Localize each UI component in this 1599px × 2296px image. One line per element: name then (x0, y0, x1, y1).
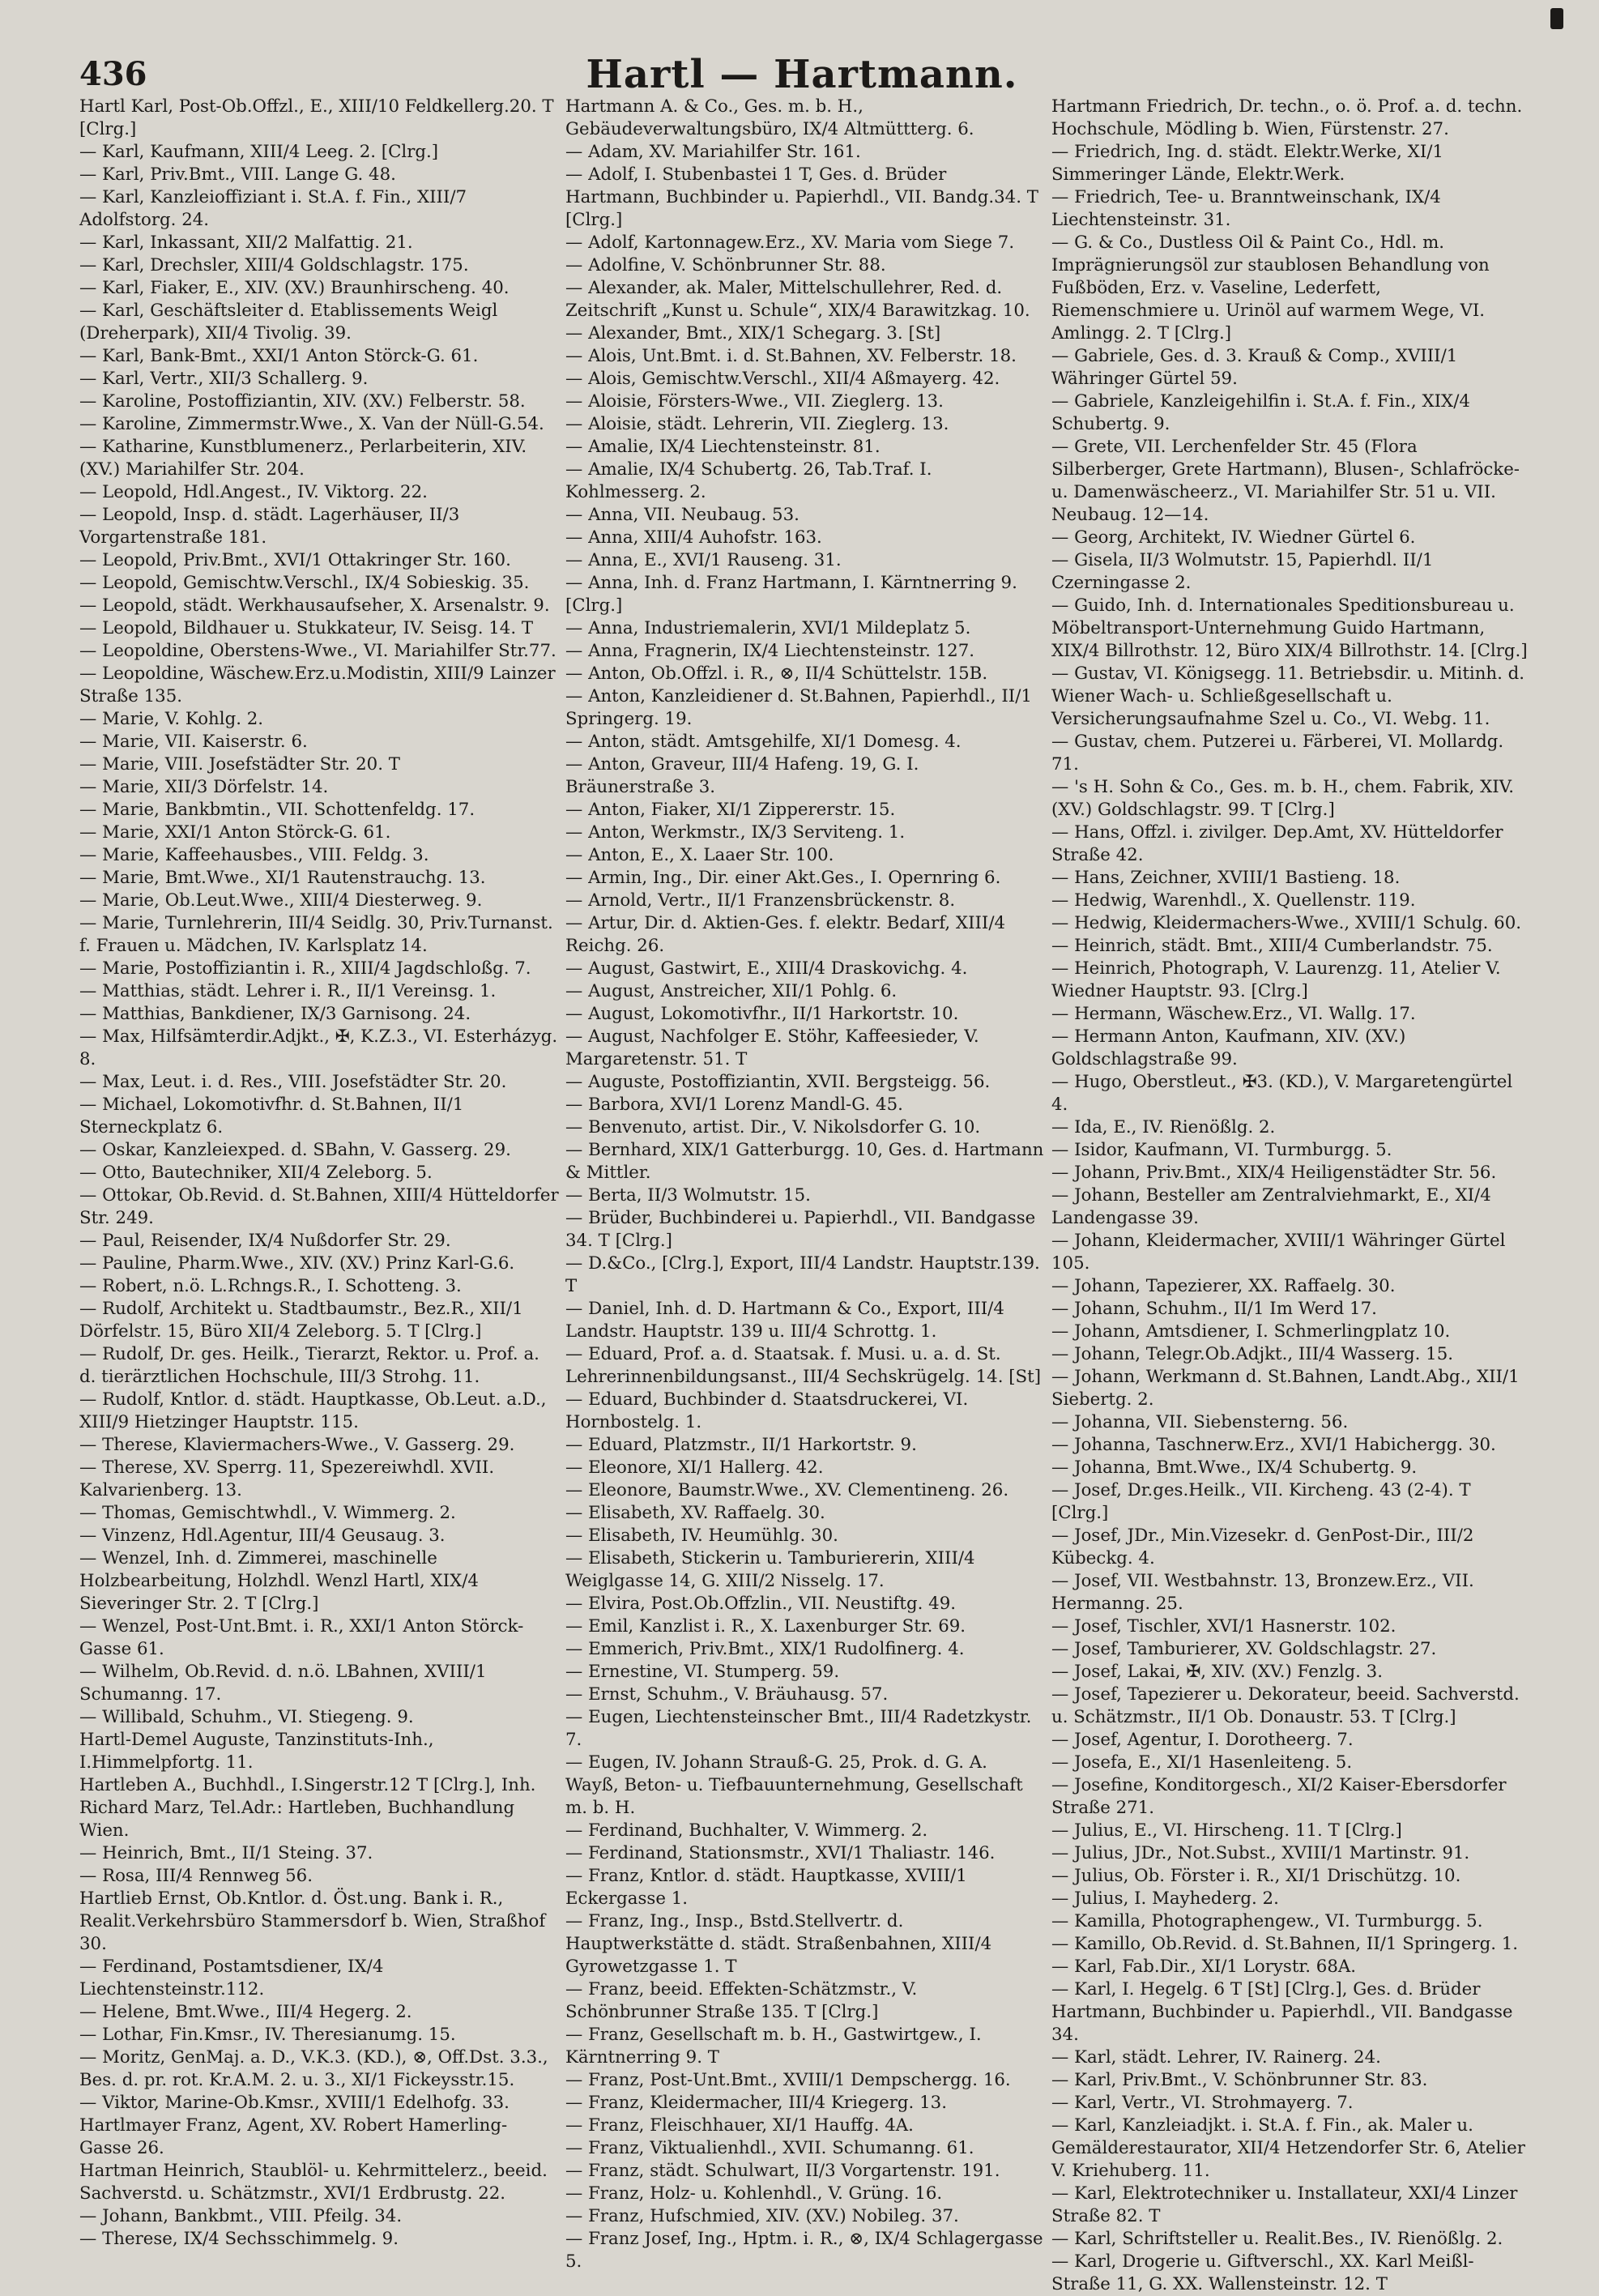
directory-entry: Hartlmayer Franz, Agent, XV. Robert Hamerling-Gasse 26. (79, 2115, 508, 2158)
directory-entry: — Anna, VII. Neubaug. 53. (565, 505, 800, 525)
directory-entry: — D.&Co., [Clrg.], Export, III/4 Landstr. Hauptstr.139. T (565, 1253, 1040, 1296)
directory-entry: — Georg, Architekt, IV. Wiedner Gürtel 6. (1051, 527, 1416, 548)
page-header (73, 49, 1531, 97)
directory-entry: — Elisabeth, XV. Raffaelg. 30. (565, 1503, 825, 1523)
directory-entry: — Johanna, VII. Siebensterng. 56. (1051, 1412, 1349, 1432)
directory-entry: — G. & Co., Dustless Oil & Paint Co., Hdl. m. Imprägnierungsöl zur staublosen Behandlung von Fußböden, Erz. v. Vaseline, Lederfett, Riemenschmiere u. Urinöl auf warmem Wege, VI. Amlingg. 2. T [Clrg.] (1051, 233, 1490, 344)
directory-entry: — Oskar, Kanzleiexped. d. SBahn, V. Gasserg. 29. (79, 1140, 511, 1160)
directory-entry: — Amalie, IX/4 Schubertg. 26, Tab.Traf. I. Kohlmesserg. 2. (565, 459, 932, 502)
directory-entry: — Alexander, Bmt., XIX/1 Schegarg. 3. [St] (565, 323, 941, 344)
directory-column-2 (565, 96, 1045, 2273)
directory-entry: — Leopoldine, Wäschew.Erz.u.Modistin, XIII/9 Lainzer Straße 135. (79, 664, 556, 706)
directory-entry: — Berta, II/3 Wolmutstr. 15. (565, 1185, 811, 1206)
directory-entry: — Moritz, GenMaj. a. D., V.K.3. (KD.), ⊗, Off.Dst. 3.3., Bes. d. pr. rot. Kr.A.M. 2. u. 3., XI/1 Fickeysstr.15. (79, 2047, 548, 2090)
directory-entry: — Daniel, Inh. d. D. Hartmann & Co., Export, III/4 Landstr. Hauptstr. 139 u. III/4 Schrottg. 1. (565, 1299, 1004, 1342)
directory-entry: Hartleben A., Buchhdl., I.Singerstr.12 T [Clrg.], Inh. Richard Marz, Tel.Adr.: Hartleben, Buchhandlung Wien. (79, 1775, 536, 1841)
directory-entry: — Franz Josef, Ing., Hptm. i. R., ⊗, IX/4 Schlagergasse 5. (565, 2229, 1043, 2272)
directory-entry: — Adolf, I. Stubenbastei 1 T, Ges. d. Brüder Hartmann, Buchbinder u. Papierhdl., VII. Bandg.34. T [Clrg.] (565, 164, 1038, 230)
directory-entry: — Anna, Fragnerin, IX/4 Liechtensteinstr. 127. (565, 641, 975, 661)
directory-entry: — Marie, Bankbmtin., VII. Schottenfeldg. 17. (79, 800, 475, 820)
directory-entry: — Ida, E., IV. Rienößlg. 2. (1051, 1117, 1276, 1137)
directory-entry: — Alexander, ak. Maler, Mittelschullehrer, Red. d. Zeitschrift „Kunst u. Schule“, XIX/4 Barawitzkag. 10. (565, 278, 1030, 321)
directory-entry: — Karl, Fiaker, E., XIV. (XV.) Braunhirscheng. 40. (79, 278, 510, 298)
directory-entry: — Franz, Viktualienhdl., XVII. Schumanng. 61. (565, 2138, 974, 2158)
directory-entry: — Ferdinand, Buchhalter, V. Wimmerg. 2. (565, 1820, 928, 1841)
directory-entry: Hartman Heinrich, Staublöl- u. Kehrmittelerz., beeid. Sachverstd. u. Schätzmstr., XVI/1 Erdbrustg. 22. (79, 2161, 548, 2204)
directory-entry: — Karl, Vertr., XII/3 Schallerg. 9. (79, 369, 369, 389)
directory-entry: — Franz, beeid. Effekten-Schätzmstr., V. Schönbrunner Straße 135. T [Clrg.] (565, 1979, 918, 2022)
directory-entry: — Kamillo, Ob.Revid. d. St.Bahnen, II/1 Springerg. 1. (1051, 1934, 1519, 1954)
directory-entry: — Gabriele, Kanzleigehilfin i. St.A. f. Fin., XIX/4 Schubertg. 9. (1051, 391, 1470, 434)
directory-entry: — Marie, VIII. Josefstädter Str. 20. T (79, 754, 400, 775)
directory-entry: — Josefine, Konditorgesch., XI/2 Kaiser-Ebersdorfer Straße 271. (1051, 1775, 1507, 1818)
directory-entry: — Karl, Vertr., VI. Strohmayerg. 7. (1051, 2093, 1354, 2113)
directory-entry: — Aloisie, Försters-Wwe., VII. Zieglerg. 13. (565, 391, 944, 412)
directory-entry: — Karl, Kanzleioffiziant i. St.A. f. Fin., XIII/7 Adolfstorg. 24. (79, 187, 467, 230)
directory-entry: — Josef, Tischler, XVI/1 Hasnerstr. 102. (1051, 1616, 1396, 1637)
directory-entry: — Wenzel, Inh. d. Zimmerei, maschinelle Holzbearbeitung, Holzhdl. Wenzl Hartl, XIX/4 Sieveringer Str. 2. T [Clrg.] (79, 1548, 479, 1614)
directory-entry: — Rudolf, Dr. ges. Heilk., Tierarzt, Rektor. u. Prof. a. d. tierärztlichen Hochschule, III/3 Strohg. 11. (79, 1344, 539, 1387)
directory-entry: — Otto, Bautechniker, XII/4 Zeleborg. 5. (79, 1163, 433, 1183)
directory-entry: — Isidor, Kaufmann, VI. Turmburgg. 5. (1051, 1140, 1392, 1160)
directory-entry: — Ernst, Schuhm., V. Bräuhausg. 57. (565, 1684, 889, 1705)
directory-entry: — Leopold, Hdl.Angest., IV. Viktorg. 22. (79, 482, 428, 502)
directory-entry: — Willibald, Schuhm., VI. Stiegeng. 9. (79, 1707, 414, 1727)
directory-entry: — Karl, Drogerie u. Giftverschl., XX. Karl Meißl-Straße 11, G. XX. Wallensteinstr. 12. T (1051, 2251, 1474, 2294)
page-number: 436 (79, 55, 147, 93)
directory-entry: — Franz, Kleidermacher, III/4 Kriegerg. 13. (565, 2093, 947, 2113)
directory-entry: — Anna, XIII/4 Auhofstr. 163. (565, 527, 822, 548)
directory-entry: — Therese, Klaviermachers-Wwe., V. Gasserg. 29. (79, 1435, 515, 1455)
directory-entry: — Wilhelm, Ob.Revid. d. n.ö. LBahnen, XVIII/1 Schumanng. 17. (79, 1662, 487, 1705)
directory-entry: — Rosa, III/4 Rennweg 56. (79, 1866, 313, 1886)
directory-entry: — Viktor, Marine-Ob.Kmsr., XVIII/1 Edelhofg. 33. (79, 2093, 510, 2113)
directory-entry: — Franz, Fleischhauer, XI/1 Hauffg. 4A. (565, 2115, 914, 2136)
directory-entry: — Josef, Lakai, ✠, XIV. (XV.) Fenzlg. 3. (1051, 1662, 1383, 1682)
directory-entry: — Marie, Ob.Leut.Wwe., XIII/4 Diesterweg. 9. (79, 890, 483, 911)
directory-entry: — August, Gastwirt, E., XIII/4 Draskovichg. 4. (565, 958, 968, 979)
directory-entry: — Johanna, Taschnerw.Erz., XVI/1 Habichergg. 30. (1051, 1435, 1496, 1455)
directory-entry: — Amalie, IX/4 Liechtensteinstr. 81. (565, 437, 881, 457)
directory-entry: — Anton, Werkmstr., IX/3 Serviteng. 1. (565, 822, 906, 843)
directory-entry: — Hermann, Wäschew.Erz., VI. Wallg. 17. (1051, 1004, 1416, 1024)
directory-entry: — Elvira, Post.Ob.Offzlin., VII. Neustiftg. 49. (565, 1594, 957, 1614)
directory-entry: — Johann, Werkmann d. St.Bahnen, Landt.Abg., XII/1 Siebertg. 2. (1051, 1367, 1520, 1410)
directory-entry: — Hans, Offzl. i. zivilger. Dep.Amt, XV. Hütteldorfer Straße 42. (1051, 822, 1503, 865)
directory-entry: — Ernestine, VI. Stumperg. 59. (565, 1662, 840, 1682)
directory-entry: — Marie, Postoffiziantin i. R., XIII/4 Jagdschloßg. 7. (79, 958, 531, 979)
directory-entry: — Bernhard, XIX/1 Gatterburgg. 10, Ges. d. Hartmann & Mittler. (565, 1140, 1044, 1183)
directory-entry: — Josef, JDr., Min.Vizesekr. d. GenPost-Dir., III/2 Kübeckg. 4. (1051, 1526, 1474, 1568)
directory-entry: — Karl, Inkassant, XII/2 Malfattig. 21. (79, 233, 413, 253)
directory-entry: — Josef, Dr.ges.Heilk., VII. Kircheng. 43 (2-4). T [Clrg.] (1051, 1480, 1471, 1523)
directory-entry: — Pauline, Pharm.Wwe., XIV. (XV.) Prinz Karl-G.6. (79, 1253, 515, 1274)
directory-entry: Hartl Karl, Post-Ob.Offzl., E., XIII/10 Feldkellerg.20. T [Clrg.] (79, 96, 554, 139)
directory-entry: — Josef, Tamburierer, XV. Goldschlagstr. 27. (1051, 1639, 1437, 1659)
directory-entry: — August, Nachfolger E. Stöhr, Kaffeesieder, V. Margaretenstr. 51. T (565, 1026, 979, 1069)
directory-entry: — Franz, Gesellschaft m. b. H., Gastwirtgew., I. Kärntnerring 9. T (565, 2025, 982, 2068)
directory-entry: — Emil, Kanzlist i. R., X. Laxenburger Str. 69. (565, 1616, 966, 1637)
directory-entry: — Heinrich, Bmt., II/1 Steing. 37. (79, 1843, 373, 1863)
directory-entry: — Marie, Turnlehrerin, III/4 Seidlg. 30, Priv.Turnanst. f. Frauen u. Mädchen, IV. Karlsplatz 14. (79, 913, 553, 956)
directory-entry: — Robert, n.ö. L.Rchngs.R., I. Schotteng. 3. (79, 1276, 462, 1296)
directory-entry: Hartlieb Ernst, Ob.Kntlor. d. Öst.ung. Bank i. R., Realit.Verkehrsbüro Stammersdorf b. Wien, Straßhof 30. (79, 1888, 546, 1954)
directory-entry: — Matthias, Bankdiener, IX/3 Garnisong. 24. (79, 1004, 471, 1024)
directory-entry: — Karl, Geschäftsleiter d. Etablissements Weigl (Dreherpark), XII/4 Tivolig. 39. (79, 301, 498, 344)
directory-entry: — Thomas, Gemischtwhdl., V. Wimmerg. 2. (79, 1503, 456, 1523)
directory-entry: — Hedwig, Kleidermachers-Wwe., XVIII/1 Schulg. 60. (1051, 913, 1522, 933)
directory-entry: — Josef, VII. Westbahnstr. 13, Bronzew.Erz., VII. Hermanng. 25. (1051, 1571, 1474, 1614)
directory-entry: — August, Lokomotivfhr., II/1 Harkortstr. 10. (565, 1004, 959, 1024)
directory-entry: — Marie, XII/3 Dörfelstr. 14. (79, 777, 329, 797)
directory-entry: — Karoline, Postoffiziantin, XIV. (XV.) Felberstr. 58. (79, 391, 526, 412)
directory-entry: — Auguste, Postoffiziantin, XVII. Bergsteigg. 56. (565, 1072, 991, 1092)
directory-entry: — Karl, Schriftsteller u. Realit.Bes., IV. Rienößlg. 2. (1051, 2229, 1503, 2249)
directory-entry: — Karl, Elektrotechniker u. Installateur, XXI/4 Linzer Straße 82. T (1051, 2183, 1518, 2226)
directory-entry: — Adam, XV. Mariahilfer Str. 161. (565, 142, 861, 162)
directory-entry: — Alois, Gemischtw.Verschl., XII/4 Aßmayerg. 42. (565, 369, 1000, 389)
directory-entry: — Franz, Hufschmied, XIV. (XV.) Nobileg. 37. (565, 2206, 959, 2226)
directory-entry: — Eleonore, XI/1 Hallerg. 42. (565, 1457, 824, 1478)
directory-entry: — Marie, XXI/1 Anton Störck-G. 61. (79, 822, 391, 843)
directory-entry: — Franz, Holz- u. Kohlenhdl., V. Grüng. 16. (565, 2183, 943, 2204)
directory-entry: — Johann, Telegr.Ob.Adjkt., III/4 Wasserg. 15. (1051, 1344, 1454, 1364)
directory-entry: — Elisabeth, Stickerin u. Tamburiererin, XIII/4 Weiglgasse 14, G. XIII/2 Nisselg. 17. (565, 1548, 975, 1591)
directory-entry: — Karl, städt. Lehrer, IV. Rainerg. 24. (1051, 2047, 1381, 2068)
directory-entry: — Lothar, Fin.Kmsr., IV. Theresianumg. 15. (79, 2025, 456, 2045)
directory-entry: — August, Anstreicher, XII/1 Pohlg. 6. (565, 981, 898, 1001)
directory-entry: — Leopold, Bildhauer u. Stukkateur, IV. Seisg. 14. T (79, 618, 534, 638)
directory-entry: — Brüder, Buchbinderei u. Papierhdl., VII. Bandgasse 34. T [Clrg.] (565, 1208, 1036, 1251)
directory-entry: — Anton, Graveur, III/4 Hafeng. 19, G. I. Bräunerstraße 3. (565, 754, 919, 797)
directory-entry: — Emmerich, Priv.Bmt., XIX/1 Rudolfinerg. 4. (565, 1639, 965, 1659)
directory-entry: — Guido, Inh. d. Internationales Speditionsbureau u. Möbeltransport-Unternehmung Guido Hartmann, XIX/4 Billrothstr. 12, Büro XIX/4 Billrothstr. 14. [Clrg.] (1051, 595, 1528, 661)
directory-entry: — Therese, IX/4 Sechsschimmelg. 9. (79, 2229, 399, 2249)
page-title: Hartl — Hartmann. (586, 52, 1018, 97)
directory-entry: — Vinzenz, Hdl.Agentur, III/4 Geusaug. 3. (79, 1526, 446, 1546)
directory-entry: — Ferdinand, Stationsmstr., XVI/1 Thaliastr. 146. (565, 1843, 996, 1863)
directory-entry: — Katharine, Kunstblumenerz., Perlarbeiterin, XIV. (XV.) Mariahilfer Str. 204. (79, 437, 527, 480)
directory-entry: — Therese, XV. Sperrg. 11, Spezereiwhdl. XVII. Kalvarienberg. 13. (79, 1457, 495, 1500)
directory-entry: — Josef, Agentur, I. Dorotheerg. 7. (1051, 1730, 1354, 1750)
directory-entry: — Julius, I. Mayhederg. 2. (1051, 1888, 1279, 1909)
directory-entry: — Eugen, IV. Johann Strauß-G. 25, Prok. d. G. A. Wayß, Beton- u. Tiefbauunternehmung, Gesellschaft m. b. H. (565, 1752, 1023, 1818)
directory-entry: — Friedrich, Ing. d. städt. Elektr.Werke, XI/1 Simmeringer Lände, Elektr.Werk. (1051, 142, 1443, 185)
directory-column-1 (79, 96, 559, 2251)
directory-entry: — Max, Leut. i. d. Res., VIII. Josefstädter Str. 20. (79, 1072, 507, 1092)
directory-entry: — Karl, Bank-Bmt., XXI/1 Anton Störck-G. 61. (79, 346, 479, 366)
directory-entry: — Arnold, Vertr., II/1 Franzensbrückenstr. 8. (565, 890, 956, 911)
directory-entry: Hartmann Friedrich, Dr. techn., o. ö. Prof. a. d. techn. Hochschule, Mödling b. Wien, Fürstenstr. 27. (1051, 96, 1523, 139)
directory-entry: — Leopold, städt. Werkhausaufseher, X. Arsenalstr. 9. (79, 595, 550, 616)
directory-entry: — Artur, Dir. d. Aktien-Ges. f. elektr. Bedarf, XIII/4 Reichg. 26. (565, 913, 1006, 956)
directory-entry: — Julius, Ob. Förster i. R., XI/1 Drischützg. 10. (1051, 1866, 1461, 1886)
directory-entry: — Michael, Lokomotivfhr. d. St.Bahnen, II/1 Sterneckplatz 6. (79, 1095, 464, 1137)
directory-entry: — Leopold, Gemischtw.Verschl., IX/4 Sobieskig. 35. (79, 573, 530, 593)
directory-entry: — Leopold, Insp. d. städt. Lagerhäuser, II/3 Vorgartenstraße 181. (79, 505, 460, 548)
directory-entry: — Matthias, städt. Lehrer i. R., II/1 Vereinsg. 1. (79, 981, 497, 1001)
directory-column-3 (1051, 96, 1531, 2296)
directory-entry: — Rudolf, Architekt u. Stadtbaumstr., Bez.R., XII/1 Dörfelstr. 15, Büro XII/4 Zeleborg. 5. T [Clrg.] (79, 1299, 523, 1342)
directory-entry: — Grete, VII. Lerchenfelder Str. 45 (Flora Silberberger, Grete Hartmann), Blusen-, Schlafröcke- u. Damenwäscheerz., VI. Mariahilfer Str. 51 u. VII. Neubaug. 12—14. (1051, 437, 1520, 525)
directory-entry: — Eduard, Platzmstr., II/1 Harkortstr. 9. (565, 1435, 917, 1455)
directory-entry: — Aloisie, städt. Lehrerin, VII. Zieglerg. 13. (565, 414, 949, 434)
directory-entry: — Anna, E., XVI/1 Rauseng. 31. (565, 550, 842, 570)
directory-entry: — Johann, Bankbmt., VIII. Pfeilg. 34. (79, 2206, 403, 2226)
directory-entry: — Adolfine, V. Schönbrunner Str. 88. (565, 255, 886, 275)
directory-entry: — Anna, Industriemalerin, XVI/1 Mildeplatz 5. (565, 618, 971, 638)
directory-entry: — Julius, E., VI. Hirscheng. 11. T [Clrg.] (1051, 1820, 1402, 1841)
directory-entry: — Julius, JDr., Not.Subst., XVIII/1 Martinstr. 91. (1051, 1843, 1470, 1863)
directory-entry: — Rudolf, Kntlor. d. städt. Hauptkasse, Ob.Leut. a.D., XIII/9 Hietzinger Hauptstr. 115. (79, 1389, 547, 1432)
directory-entry: — Gisela, II/3 Wolmutstr. 15, Papierhdl. II/1 Czerningasse 2. (1051, 550, 1434, 593)
directory-entry: — Marie, V. Kohlg. 2. (79, 709, 264, 729)
directory-entry: — Barbora, XVI/1 Lorenz Mandl-G. 45. (565, 1095, 903, 1115)
directory-entry: — Hugo, Oberstleut., ✠3. (KD.), V. Margaretengürtel 4. (1051, 1072, 1513, 1115)
directory-entry: — Helene, Bmt.Wwe., III/4 Hegerg. 2. (79, 2002, 412, 2022)
directory-entry: — Josefa, E., XI/1 Hasenleiteng. 5. (1051, 1752, 1353, 1773)
directory-entry: — Johann, Amtsdiener, I. Schmerlingplatz 10. (1051, 1321, 1451, 1342)
directory-entry: — Leopoldine, Oberstens-Wwe., VI. Mariahilfer Str.77. (79, 641, 556, 661)
directory-entry: — Franz, Ing., Insp., Bstd.Stellvertr. d. Hauptwerkstätte d. städt. Straßenbahnen, XIII/4 Gyrowetzgasse 1. T (565, 1911, 992, 1977)
directory-entry: — Karl, Kaufmann, XIII/4 Leeg. 2. [Clrg.] (79, 142, 439, 162)
directory-entry: — Ferdinand, Postamtsdiener, IX/4 Liechtensteinstr.112. (79, 1957, 384, 1999)
directory-entry: — Karl, I. Hegelg. 6 T [St] [Clrg.], Ges. d. Brüder Hartmann, Buchbinder u. Papierhdl., VII. Bandgasse 34. (1051, 1979, 1513, 2045)
directory-entry: — Leopold, Priv.Bmt., XVI/1 Ottakringer Str. 160. (79, 550, 511, 570)
directory-entry: — Karl, Fab.Dir., XI/1 Lorystr. 68A. (1051, 1957, 1357, 1977)
directory-entry: — Gustav, chem. Putzerei u. Färberei, VI. Mollardg. 71. (1051, 732, 1504, 775)
directory-entry: — Franz, städt. Schulwart, II/3 Vorgartenstr. 191. (565, 2161, 1000, 2181)
directory-entry: — Elisabeth, IV. Heumühlg. 30. (565, 1526, 838, 1546)
directory-entry: — Heinrich, Photograph, V. Laurenzg. 11, Atelier V. Wiedner Hauptstr. 93. [Clrg.] (1051, 958, 1501, 1001)
directory-entry: — Franz, Kntlor. d. städt. Hauptkasse, XVIII/1 Eckergasse 1. (565, 1866, 967, 1909)
directory-entry: — Kamilla, Photographengew., VI. Turmburgg. 5. (1051, 1911, 1483, 1931)
directory-entry: — Karl, Priv.Bmt., V. Schönbrunner Str. 83. (1051, 2070, 1428, 2090)
directory-entry: — Johann, Priv.Bmt., XIX/4 Heiligenstädter Str. 56. (1051, 1163, 1497, 1183)
directory-entry: — Hans, Zeichner, XVIII/1 Bastieng. 18. (1051, 868, 1401, 888)
directory-entry: — Karl, Kanzleiadjkt. i. St.A. f. Fin., ak. Maler u. Gemälderestaurator, XII/4 Hetzendorfer Str. 6, Atelier V. Kriehuberg. 11. (1051, 2115, 1525, 2181)
directory-entry: Hartl-Demel Auguste, Tanzinstituts-Inh., I.Himmelpfortg. 11. (79, 1730, 434, 1773)
ink-mark (1550, 8, 1563, 29)
directory-entry: — Johanna, Bmt.Wwe., IX/4 Schubertg. 9. (1051, 1457, 1418, 1478)
directory-entry: — Adolf, Kartonnagew.Erz., XV. Maria vom Siege 7. (565, 233, 1015, 253)
directory-entry: — Karl, Priv.Bmt., VIII. Lange G. 48. (79, 164, 396, 185)
directory-entry: — Anton, Kanzleidiener d. St.Bahnen, Papierhdl., II/1 Springerg. 19. (565, 686, 1032, 729)
directory-entry: Hartmann A. & Co., Ges. m. b. H., Gebäudeverwaltungsbüro, IX/4 Altmüttterg. 6. (565, 96, 974, 139)
directory-entry: — Gustav, VI. Königsegg. 11. Betriebsdir. u. Mitinh. d. Wiener Wach- u. Schließgesellschaft u. Versicherungsaufnahme Szel u. Co., VI. Webg. 11. (1051, 664, 1525, 729)
directory-entry: — Heinrich, städt. Bmt., XIII/4 Cumberlandstr. 75. (1051, 936, 1493, 956)
directory-entry: — Eduard, Buchbinder d. Staatsdruckerei, VI. Hornbostelg. 1. (565, 1389, 969, 1432)
directory-entry: — Karoline, Zimmermstr.Wwe., X. Van der Nüll-G.54. (79, 414, 544, 434)
directory-entry: — 's H. Sohn & Co., Ges. m. b. H., chem. Fabrik, XIV. (XV.) Goldschlagstr. 99. T [Clrg.] (1051, 777, 1515, 820)
directory-entry: — Friedrich, Tee- u. Branntweinschank, IX/4 Liechtensteinstr. 31. (1051, 187, 1441, 230)
directory-entry: — Josef, Tapezierer u. Dekorateur, beeid. Sachverstd. u. Schätzmstr., II/1 Ob. Donaustr. 53. T [Clrg.] (1051, 1684, 1520, 1727)
directory-entry: — Eugen, Liechtensteinscher Bmt., III/4 Radetzkystr. 7. (565, 1707, 1032, 1750)
directory-entry: — Max, Hilfsämterdir.Adjkt., ✠, K.Z.3., VI. Esterházyg. 8. (79, 1026, 558, 1069)
directory-entry: — Benvenuto, artist. Dir., V. Nikolsdorfer G. 10. (565, 1117, 981, 1137)
directory-entry: — Johann, Schuhm., II/1 Im Werd 17. (1051, 1299, 1377, 1319)
directory-entry: — Ottokar, Ob.Revid. d. St.Bahnen, XIII/4 Hütteldorfer Str. 249. (79, 1185, 559, 1228)
directory-entry: — Paul, Reisender, IX/4 Nußdorfer Str. 29. (79, 1231, 451, 1251)
directory-entry: — Franz, Post-Unt.Bmt., XVIII/1 Dempschergg. 16. (565, 2070, 1011, 2090)
directory-entry: — Armin, Ing., Dir. einer Akt.Ges., I. Opernring 6. (565, 868, 1001, 888)
directory-entry: — Hermann Anton, Kaufmann, XIV. (XV.) Goldschlagstraße 99. (1051, 1026, 1406, 1069)
directory-entry: — Marie, Bmt.Wwe., XI/1 Rautenstrauchg. 13. (79, 868, 486, 888)
directory-entry: — Marie, VII. Kaiserstr. 6. (79, 732, 308, 752)
directory-entry: — Johann, Tapezierer, XX. Raffaelg. 30. (1051, 1276, 1396, 1296)
directory-entry: — Anna, Inh. d. Franz Hartmann, I. Kärntnerring 9. [Clrg.] (565, 573, 1017, 616)
directory-entry: — Johann, Kleidermacher, XVIII/1 Währinger Gürtel 105. (1051, 1231, 1506, 1274)
directory-entry: — Eleonore, Baumstr.Wwe., XV. Clementineng. 26. (565, 1480, 1009, 1500)
directory-entry: — Karl, Drechsler, XIII/4 Goldschlagstr. 175. (79, 255, 469, 275)
directory-entry: — Anton, E., X. Laaer Str. 100. (565, 845, 834, 865)
directory-entry: — Anton, Ob.Offzl. i. R., ⊗, II/4 Schüttelstr. 15B. (565, 664, 988, 684)
directory-entry: — Eduard, Prof. a. d. Staatsak. f. Musi. u. a. d. St. Lehrerinnenbildungsanst., III/4 Sechskrügelg. 14. [St] (565, 1344, 1042, 1387)
directory-entry: — Alois, Unt.Bmt. i. d. St.Bahnen, XV. Felberstr. 18. (565, 346, 1017, 366)
directory-entry: — Gabriele, Ges. d. 3. Krauß & Comp., XVIII/1 Währinger Gürtel 59. (1051, 346, 1458, 389)
directory-entry: — Hedwig, Warenhdl., X. Quellenstr. 119. (1051, 890, 1416, 911)
directory-entry: — Anton, städt. Amtsgehilfe, XI/1 Domesg. 4. (565, 732, 962, 752)
directory-entry: — Anton, Fiaker, XI/1 Zippererstr. 15. (565, 800, 896, 820)
directory-entry: — Wenzel, Post-Unt.Bmt. i. R., XXI/1 Anton Störck-Gasse 61. (79, 1616, 524, 1659)
directory-entry: — Marie, Kaffeehausbes., VIII. Feldg. 3. (79, 845, 429, 865)
directory-entry: — Johann, Besteller am Zentralviehmarkt, E., XI/4 Landengasse 39. (1051, 1185, 1491, 1228)
